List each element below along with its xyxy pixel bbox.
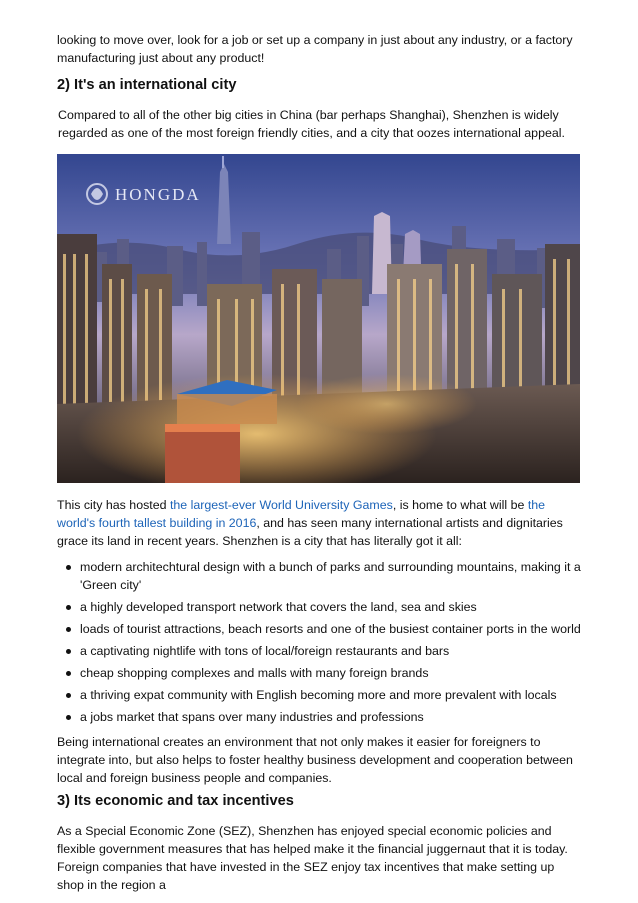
list-item: a captivating nightlife with tons of local/foreign restaurants and bars xyxy=(57,642,582,660)
link-tallest-building[interactable]: the world's fourth tallest building in 2016 xyxy=(57,498,546,530)
list-item: a jobs market that spans over many industries and professions xyxy=(57,708,582,726)
text-span: This city has hosted xyxy=(57,498,170,512)
section-2-paragraph: Compared to all of the other big cities in China (bar perhaps Shanghai), Shenzhen is widely regarded as one of the most foreign friendly cities, and a city that oozes international appeal. xyxy=(58,108,565,140)
link-university-games[interactable]: the largest-ever World University Games xyxy=(169,498,393,512)
paragraph-international: Being international creates an environment that not only makes it easier for foreigners to integrate into, but also helps to foster healthy business development and cooperation between local and foreign business people and companies. xyxy=(57,735,573,785)
list-item: a thriving expat community with English becoming more and more prevalent with locals xyxy=(57,686,582,704)
shenzhen-city-photo xyxy=(57,154,580,483)
photo-watermark-text: HONGDA xyxy=(115,185,201,204)
list-item: a highly developed transport network that covers the land, sea and skies xyxy=(57,598,582,616)
features-list xyxy=(57,558,582,730)
paragraph-highlights xyxy=(57,496,582,550)
text-span: , and has seen many international artists and dignitaries grace its land in recent years. Shenzhen is a city that has literally got it all: xyxy=(57,516,563,548)
list-item: modern architechtural design with a bunch of parks and surrounding mountains, making it a 'Green city' xyxy=(57,558,582,594)
section-3-paragraph: As a Special Economic Zone (SEZ), Shenzhen has enjoyed special economic policies and flexible government measures that has helped make it the financial juggernaut that it is today. Foreign companies that have invested in the SEZ enjoy tax incentives that make setting up shop in the region a xyxy=(57,824,568,892)
intro-paragraph: looking to move over, look for a job or set up a company in just about any industry, or a factory manufacturing just about any product! xyxy=(57,33,573,65)
section-2-heading: 2) It's an international city xyxy=(57,77,237,93)
list-item: cheap shopping complexes and malls with many foreign brands xyxy=(57,664,582,682)
section-3-heading: 3) Its economic and tax incentives xyxy=(57,793,294,809)
text-span: , is home to what will be xyxy=(392,498,528,512)
list-item: loads of tourist attractions, beach resorts and one of the busiest container ports in the world xyxy=(57,620,582,638)
